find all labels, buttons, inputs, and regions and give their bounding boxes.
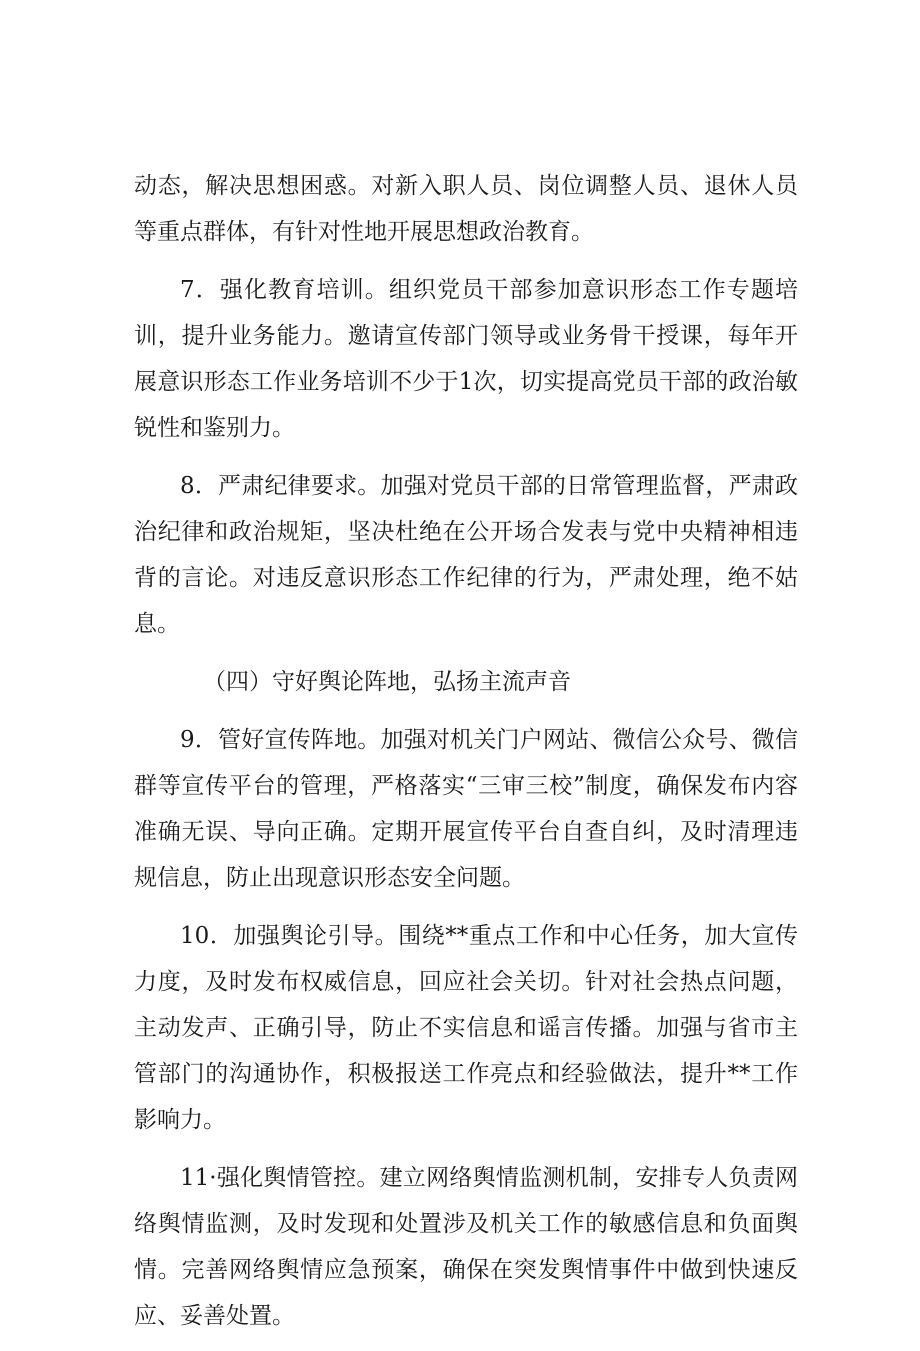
paragraph-item-10: 10．加强舆论引导。围绕**重点工作和中心任务，加大宣传力度，及时发布权威信息，回应社会关切。针对社会热点问题，主动发声、正确引导，防止不实信息和谣言传播。加强与省市主管部门的沟通协作，积极报送工作亮点和经验做法，提升**工作影响力。 [134, 923, 798, 1133]
section-heading-4: （四）守好舆论阵地，弘扬主流声音 [203, 669, 571, 695]
paragraph-item-7: 7．强化教育培训。组织党员干部参加意识形态工作专题培训，提升业务能力。邀请宣传部门领导或业务骨干授课，每年开展意识形态工作业务培训不少于1次，切实提高党员干部的政治敏锐性和鉴别力。 [134, 277, 798, 441]
paragraph-item-11: 11·强化舆情管控。建立网络舆情监测机制，安排专人负责网络舆情监测，及时发现和处置涉及机关工作的敏感信息和负面舆情。完善网络舆情应急预案，确保在突发舆情事件中做到快速反应、妥善处置。 [134, 1165, 798, 1329]
document-body [134, 163, 798, 1351]
paragraph-continuation: 动态，解决思想困惑。对新入职人员、岗位调整人员、退休人员等重点群体，有针对性地开展思想政治教育。 [134, 173, 798, 245]
paragraph-item-8: 8．严肃纪律要求。加强对党员干部的日常管理监督，严肃政治纪律和政治规矩，坚决杜绝在公开场合发表与党中央精神相违背的言论。对违反意识形态工作纪律的行为，严肃处理，绝不姑息。 [134, 473, 798, 637]
paragraph-item-9: 9．管好宣传阵地。加强对机关门户网站、微信公众号、微信群等宣传平台的管理，严格落实“三审三校”制度，确保发布内容准确无误、导向正确。定期开展宣传平台自查自纠，及时清理违规信息，防止出现意识形态安全问题。 [134, 727, 798, 891]
